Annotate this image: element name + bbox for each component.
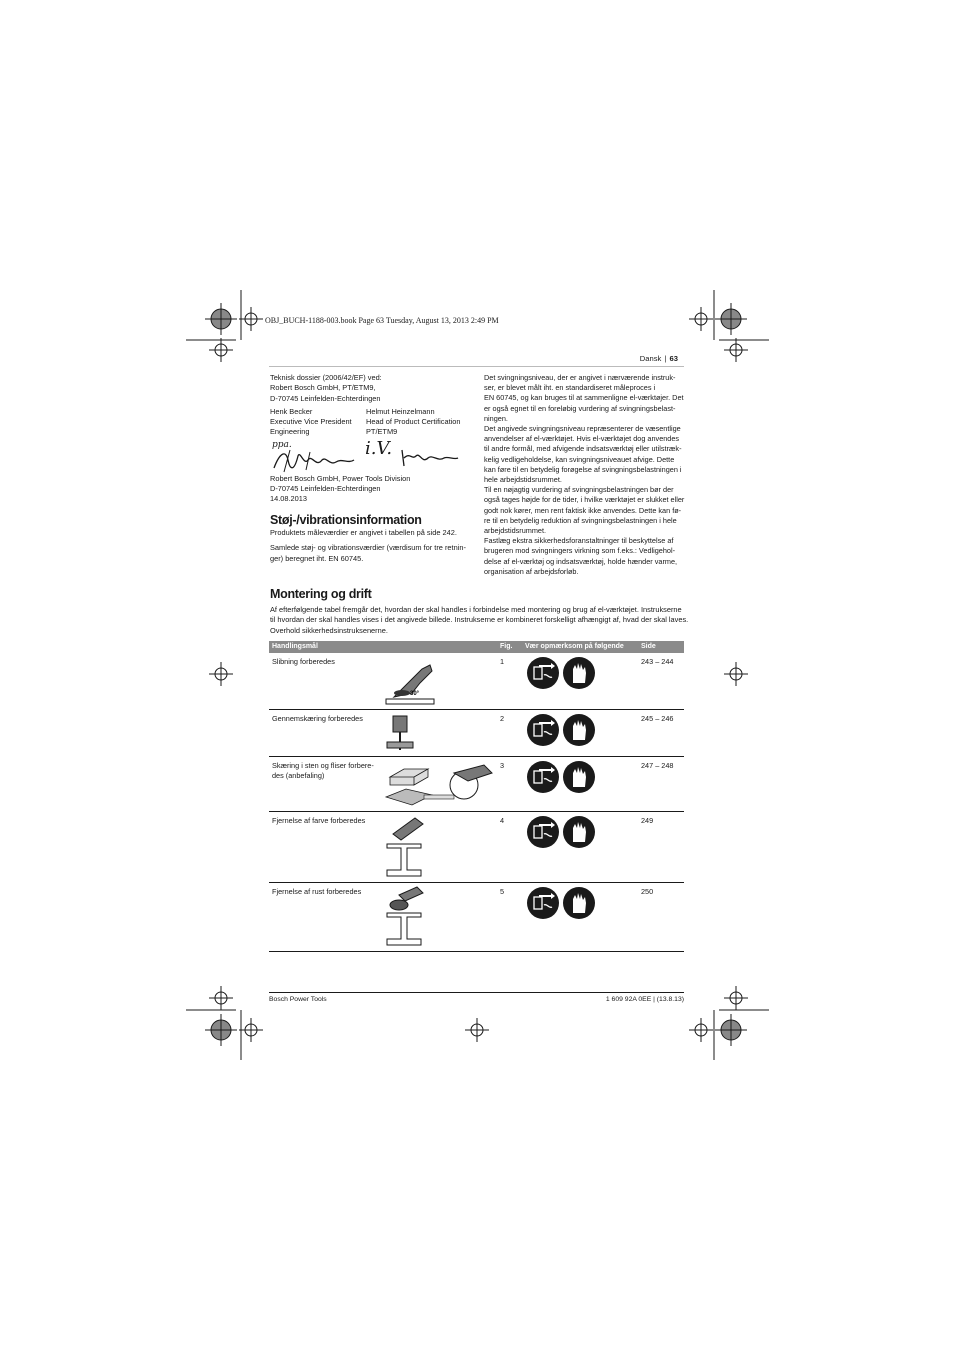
right-column-line: arbejdstidsrummet. — [484, 526, 547, 536]
signature-prefix-iv: i.V. — [365, 437, 393, 459]
noise-paragraph-1: Produktets måleværdier er angivet i tabellen på side 242. — [270, 527, 457, 537]
company-block: Robert Bosch GmbH, Power Tools Division D-70745 Leinfelden-Echterdingen 14.08.2013 — [270, 473, 411, 504]
row-goal: Slibning forberedes — [272, 657, 335, 666]
right-column-line: kan føre til en betydelig forøgelse af svingningsbelastningen i — [484, 464, 682, 474]
page-number: 63 — [669, 354, 678, 363]
row-page: 245 – 246 — [641, 714, 674, 723]
paint-removal-illustration-icon — [385, 816, 425, 880]
dossier-line: Teknisk dossier (2006/42/EF) ved: — [270, 373, 382, 382]
page-header: Dansk | 63 — [269, 353, 684, 367]
right-column-line: er også egnet til en foreløbig vurdering af svingningsbelast- — [484, 403, 676, 413]
section-title-noise: Støj-/vibrationsinformation — [270, 512, 422, 527]
unplug-icon — [527, 887, 559, 919]
right-column-line: hele arbejdstidsrummet. — [484, 475, 562, 485]
mount-intro: Af efterfølgende tabel fremgår det, hvordan der skal handles i forbindelse med montering og brug af el-værktøjet. Instrukserne til hvordan der skal handles vises i det angivede billede. Instrukserne er kombineret forskelligt afhængigt af, hvad der skal laves. Overhold sikkerhedsinstruksenerne. — [270, 605, 689, 635]
right-column-line: Fastlæg ekstra sikkerhedsforanstaltninger til beskyttelse af — [484, 536, 674, 546]
page-footer — [269, 992, 684, 1005]
footer-brand: Bosch Power Tools — [269, 996, 327, 1003]
row-goal: Gennemskæring forberedes — [272, 714, 363, 723]
noise-paragraph-2: Samlede støj- og vibrationsværdier (værdisum for tre retnin- ger) beregnet iht. EN 60745. — [270, 543, 466, 563]
right-column-line: re til en betydelig reduktion af svingningsbelastningen i hele — [484, 515, 677, 525]
unplug-icon — [527, 816, 559, 848]
table-row — [269, 653, 684, 710]
row-fig: 5 — [500, 887, 505, 896]
signatory-1: Henk Becker Executive Vice President Engineering — [270, 406, 352, 437]
stone-tile-cutting-illustration-icon — [384, 759, 496, 809]
right-column-line: Til en nøjagtig vurdering af svingningsbelastningen bør der — [484, 485, 674, 495]
header-page: Side — [641, 643, 656, 650]
grinder-angle-illustration-icon — [384, 661, 436, 705]
unplug-icon — [527, 714, 559, 746]
row-page: 249 — [641, 816, 654, 825]
signature-becker-icon — [270, 446, 360, 474]
right-column-line: godt nok kører, men rent faktisk ikke anvendes. Dette kan fø- — [484, 505, 682, 515]
gloves-icon — [563, 657, 595, 689]
table-row — [269, 812, 684, 883]
right-column-line: ningen. — [484, 413, 508, 423]
signatory-2: Helmut Heinzelmann Head of Product Certification PT/ETM9 — [366, 406, 461, 437]
row-goal: Fjernelse af farve forberedes — [272, 816, 366, 825]
row-goal: Skæring i sten og fliser forbere- des (anbefaling) — [272, 761, 374, 780]
cutting-illustration-icon — [385, 714, 417, 754]
gloves-icon — [563, 714, 595, 746]
row-page: 247 – 248 — [641, 761, 674, 770]
right-column-line: også tages højde for de tider, i hvilke værktøjet er slukket eller — [484, 495, 685, 505]
gloves-icon — [563, 887, 595, 919]
dossier-line: Robert Bosch GmbH, PT/ETM9, — [270, 383, 376, 393]
table-header — [269, 641, 684, 653]
dossier-block — [270, 373, 470, 404]
right-column-line: ser, er blevet målt iht. en standardiseret måleproces i — [484, 383, 656, 393]
row-page: 250 — [641, 887, 654, 896]
row-goal: Fjernelse af rust forberedes — [272, 887, 362, 896]
row-fig: 3 — [500, 761, 505, 770]
footer-docnumber: 1 609 92A 0EE | (13.8.13) — [605, 996, 684, 1003]
gloves-icon — [563, 816, 595, 848]
table-row — [269, 883, 684, 952]
dossier-line: D-70745 Leinfelden-Echterdingen — [270, 393, 381, 403]
right-column-line: Det svingningsniveau, der er angivet i nærværende instruk- — [484, 373, 676, 382]
table-row — [269, 710, 684, 757]
header-goal: Handlingsmål — [272, 643, 318, 650]
right-column-line: EN 60745, og kan bruges til at sammenligne el-værktøjer. Det — [484, 393, 684, 403]
right-column-line: delse af el-værktøj og indsatsværktøj, holde hænder varme, — [484, 556, 678, 566]
unplug-icon — [527, 657, 559, 689]
right-column-line: Det angivede svingningsniveau repræsenterer de væsentlige — [484, 424, 681, 434]
header-fig: Fig. — [500, 643, 513, 650]
unplug-icon — [527, 761, 559, 793]
row-page: 243 – 244 — [641, 657, 674, 666]
signatures — [270, 438, 470, 474]
header-note: Vær opmærksom på følgende — [525, 643, 624, 650]
table-row — [269, 757, 684, 812]
row-fig: 4 — [500, 816, 505, 825]
section-title-mount: Montering og drift — [270, 587, 372, 601]
signature-heinzelmann-icon — [398, 446, 460, 470]
right-column-line: kelig vedligeholdelse, kan svingningsniveauet afvige. Dette — [484, 454, 675, 464]
right-column-line: til andre formål, med afvigende indsatsværktøj eller utilstræk- — [484, 444, 682, 454]
rust-removal-illustration-icon — [385, 885, 425, 949]
row-fig: 2 — [500, 714, 505, 723]
right-column-line: organisation af arbejdsforløb. — [484, 566, 579, 576]
book-header: OBJ_BUCH-1188-003.book Page 63 Tuesday, August 13, 2013 2:49 PM — [265, 316, 499, 325]
signatories — [270, 407, 470, 438]
svg-text:30°: 30° — [410, 691, 420, 697]
row-fig: 1 — [500, 657, 505, 666]
right-column-line: anvendelser af el-værktøjet. Hvis el-værktøjet dog anvendes — [484, 434, 680, 444]
right-column — [484, 373, 686, 577]
instruction-table — [269, 641, 684, 952]
gloves-icon — [563, 761, 595, 793]
signature-prefix-ppa: ppa. — [272, 439, 292, 450]
left-column — [270, 373, 470, 564]
right-column-line: brugeren mod svingningers virkning som f.eks.: Vedligehol- — [484, 546, 676, 556]
header-language: Dansk — [639, 354, 662, 363]
